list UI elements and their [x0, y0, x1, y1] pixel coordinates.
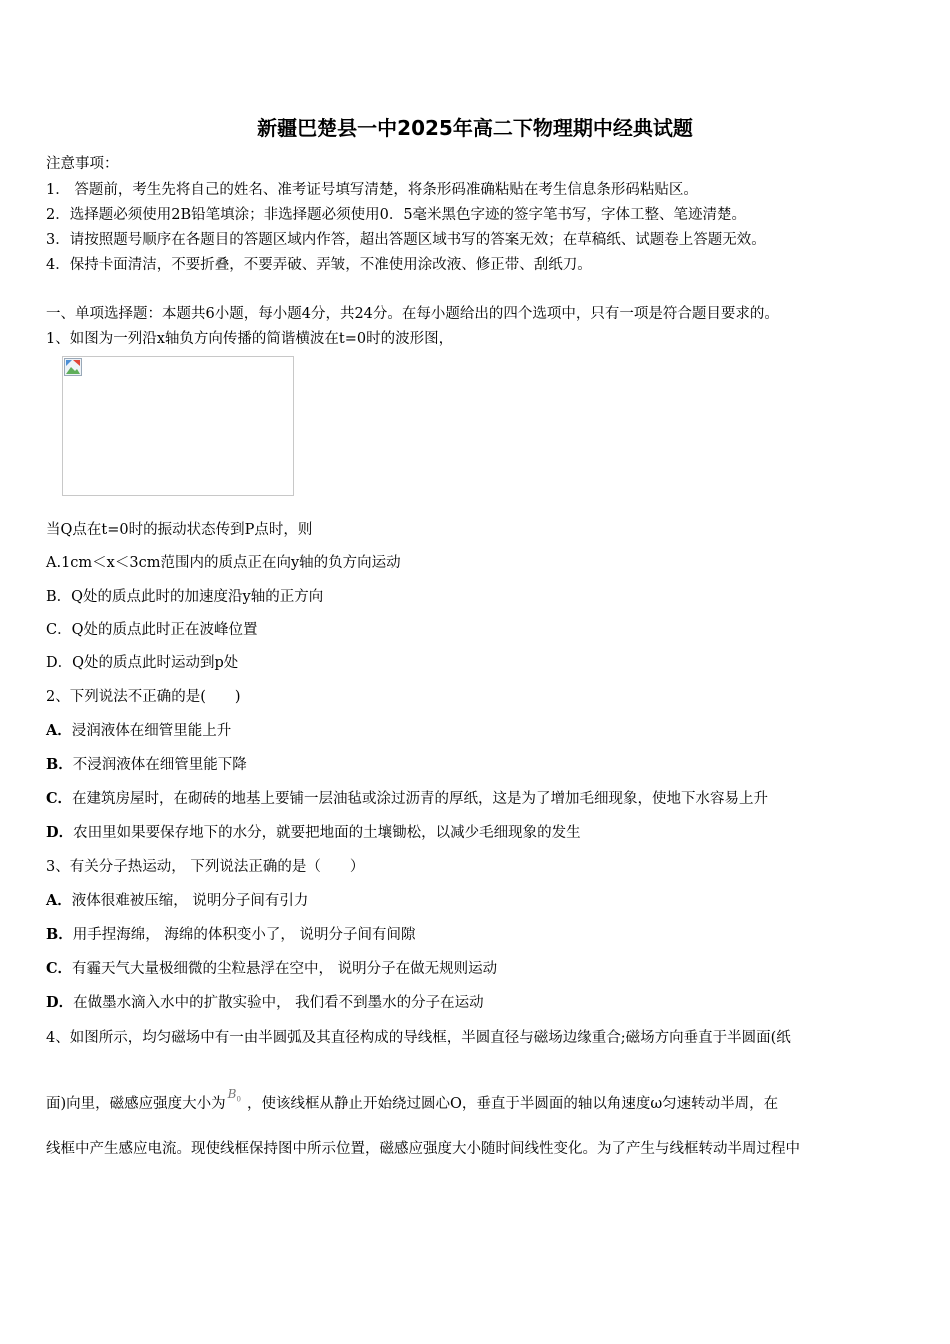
- option-label: B．: [46, 756, 73, 773]
- q2-option-c: [46, 787, 768, 808]
- option-label: B．: [46, 926, 73, 943]
- option-text: 在做墨水滴入水中的扩散实验中， 我们看不到墨水的分子在运动: [73, 995, 484, 1011]
- q3-option-d: [46, 991, 484, 1012]
- option-label: A．: [46, 722, 72, 739]
- option-label: C．: [46, 790, 73, 807]
- q3-option-a: [46, 889, 308, 910]
- option-text: 浸润液体在细管里能上升: [71, 723, 232, 739]
- option-text: 在建筑房屋时，在砌砖的地基上要铺一层油毡或涂过沥青的厚纸，这是为了增加毛细现象，使地下水容易上升: [72, 791, 769, 807]
- q2-stem: 2、下列说法不正确的是( ): [46, 689, 241, 705]
- q4-line-2-post: ，使该线框从静止开始绕过圆心O，垂直于半圆面的轴以角速度ω匀速转动半周，在: [246, 1096, 779, 1112]
- q1-stem: 1、如图为一列沿x轴负方向传播的简谐横波在t=0时的波形图，: [46, 331, 454, 347]
- option-text: 农田里如果要保存地下的水分，就要把地面的土壤锄松，以减少毛细现象的发生: [73, 825, 581, 841]
- notice-item-2: 2．选择题必须使用2B铅笔填涂；非选择题必须使用0．5毫米黑色字迹的签字笔书写，字体工整、笔迹清楚。: [46, 207, 747, 223]
- q1-option-b: B．Q处的质点此时的加速度沿y轴的正方向: [46, 589, 324, 605]
- q2-option-d: [46, 821, 581, 842]
- notice-heading: 注意事项：: [46, 156, 119, 172]
- q4-line-1: 4、如图所示，均匀磁场中有一由半圆弧及其直径构成的导线框，半圆直径与磁场边缘重合;磁场方向垂直于半圆面(纸: [46, 1030, 791, 1046]
- q4-line-3: 线框中产生感应电流。现使线框保持图中所示位置，磁感应强度大小随时间线性变化。为了产生与线框转动半周过程中: [46, 1141, 800, 1157]
- q2-option-b: [46, 753, 247, 774]
- option-text: 液体很难被压缩， 说明分子间有引力: [71, 893, 309, 909]
- q1-stem-2: 当Q点在t=0时的振动状态传到P点时，则: [46, 522, 313, 538]
- broken-image-icon: [64, 358, 82, 376]
- notice-item-3: 3．请按照题号顺序在各题目的答题区域内作答，超出答题区域书写的答案无效；在草稿纸、试题卷上答题无效。: [46, 232, 766, 248]
- q3-stem: 3、有关分子热运动， 下列说法正确的是（ ）: [46, 859, 365, 875]
- option-label: A．: [46, 892, 72, 909]
- q4-line-2: [46, 1087, 778, 1113]
- notice-item-4: 4．保持卡面清洁，不要折叠，不要弄破、弄皱，不准使用涂改液、修正带、刮纸刀。: [46, 257, 592, 273]
- option-text: 有霾天气大量极细微的尘粒悬浮在空中， 说明分子在做无规则运动: [72, 961, 498, 977]
- q4-line-2-pre: 面)向里，磁感应强度大小为: [46, 1096, 226, 1112]
- wave-figure-placeholder: [62, 356, 294, 496]
- q3-option-b: [46, 923, 415, 944]
- section-heading: 一、单项选择题：本题共6小题，每小题4分，共24分。在每小题给出的四个选项中，只有一项是符合题目要求的。: [46, 306, 779, 322]
- q2-option-a: [46, 719, 231, 740]
- option-label: D．: [46, 994, 74, 1011]
- option-label: C．: [46, 960, 73, 977]
- notice-item-1: 1． 答题前，考生先将自己的姓名、准考证号填写清楚，将条形码准确粘贴在考生信息条形码粘贴区。: [46, 182, 698, 198]
- q1-option-c: C．Q处的质点此时正在波峰位置: [46, 622, 258, 638]
- q1-option-d: D．Q处的质点此时运动到p处: [46, 655, 239, 671]
- b0-symbol: $B_0$: [227, 1087, 241, 1104]
- q3-option-c: [46, 957, 497, 978]
- option-text: 用手捏海绵， 海绵的体积变小了， 说明分子间有间隙: [72, 927, 416, 943]
- page-title: 新疆巴楚县一中2025年高二下物理期中经典试题: [257, 116, 693, 140]
- option-label: D．: [46, 824, 74, 841]
- q1-option-a: A.1cm＜x＜3cm范围内的质点正在向y轴的负方向运动: [46, 555, 401, 571]
- option-text: 不浸润液体在细管里能下降: [72, 757, 247, 773]
